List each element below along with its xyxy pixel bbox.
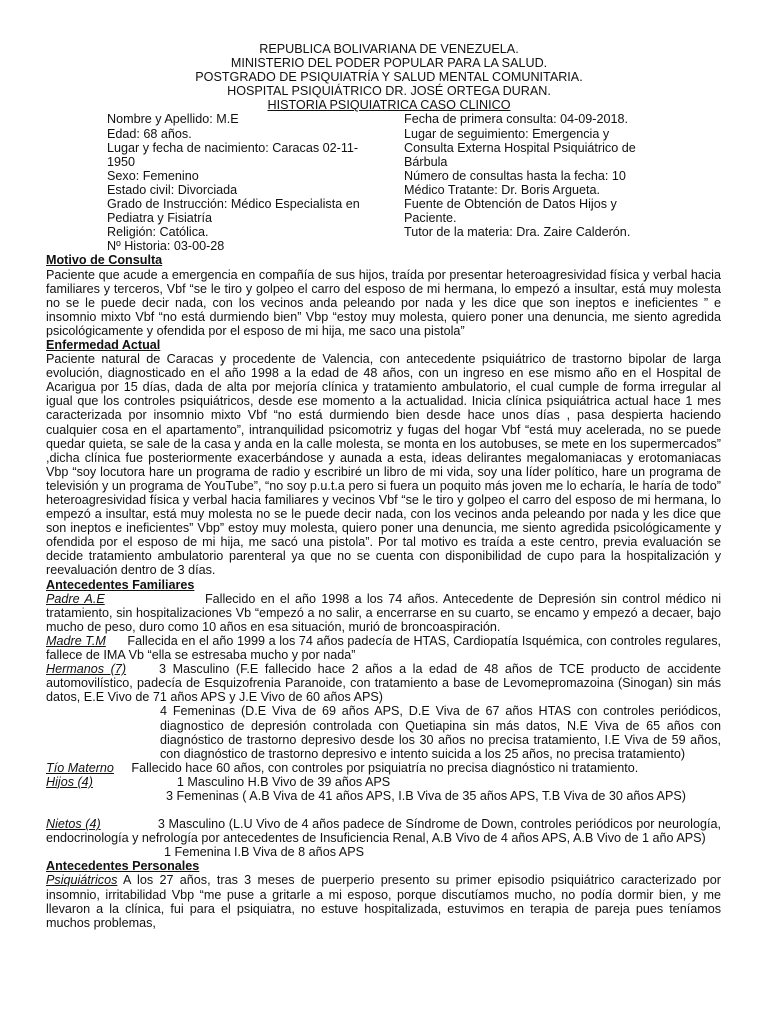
ident-field: Nº Historia: 03-00-28 xyxy=(107,239,225,254)
ident-field: Lugar y fecha de nacimiento: Caracas 02-11- xyxy=(107,140,359,155)
ident-field: Grado de Instrucción: Médico Especialista en xyxy=(107,197,360,212)
ident-field: Consulta Externa Hospital Psiquiátrico de xyxy=(404,140,636,155)
header-line: REPUBLICA BOLIVARIANA DE VENEZUELA. xyxy=(259,42,519,56)
identification-right-column xyxy=(404,112,666,253)
nietos-femenina-paragraph: 1 Femenina I.B Viva de 8 años APS xyxy=(164,845,364,860)
padre-text: Fallecido en el año 1998 a los 74 años. Antecedente de Depresión sin control médico ni tratamiento, sin hospitalizaciones Vb “empezó a no salir, a encerrarse en su cuarto, se encamo y empezó a decaer, bajo mucho de peso, duro como 10 años en esa situación, murió de broncoaspiración. xyxy=(46,591,721,634)
ident-field: 1950 xyxy=(107,154,136,169)
enfermedad-paragraph: Paciente natural de Caracas y procedente de Valencia, con antecedente psiquiátrico de trastorno bipolar de larga evolución, diagnosticado en el año 1998 a la edad de 48 años, con un ingreso en ese mismo año en el Hospital de Acarigua por 15 días, dada de alta por mejoría clínica y tratamiento ambulatorio, el cual cumple de forma irregular al igual que los controles psiquiátricos, desde ese momento a la actualidad. Inicia clínica psiquiátrica actual hace 1 mes caracterizada por insomnio mixto Vbf “no está durmiendo bien desde hace unos días , pasa despierta haciendo cualquier cosa en el apartamento”, intranquilidad psicomotriz y fugas del hogar Vbf “está muy acelerada, no se puede quedar quieta, se sale de la casa y anda en la calle molesta, se monta en los autobuses, se mete en los supermercados” ,dicha clínica fue posteriormente exacerbándose y aunada a esta, ideas delirantes megalomaniacas y erotomaniacas Vbp “soy locutora hare un programa de radio y escribiré un libro de mi vida, soy una líder político, hare un programa de televisión y un programa de YouTube”, “no soy p.u.t.a pero si fuera un poquito más joven me lo echaría, le haría de todo” heteroagresividad física y verbal hacia familiares y vecinos Vbf “se le tiro y golpeo el carro del esposo de mi hermana, lo empezó a insultar, está muy molesta no se le puede decir nada, con los vecinos anda peleando por nada y les dice que son ineptos e ineficientes” Vbp” estoy muy molesta, quiero poner una denuncia, me siento agredida psicológicamente y ofendida por el esposo de mi hija, me sacó una pistola”. Por tal motivo es traída a este centro, previa evaluación se decide tratamiento ambulatorio parenteral ya que no se cuenta con disponibilidad de cupo para la hospitalización y reevaluación dentro de 3 días. xyxy=(46,352,721,578)
section-heading-familiares: Antecedentes Familiares xyxy=(46,577,195,592)
nietos-paragraph xyxy=(46,817,721,845)
document-body xyxy=(46,253,721,929)
ident-field: Estado civil: Divorciada xyxy=(107,182,238,197)
document-title: HISTORIA PSIQUIATRICA CASO CLINICO xyxy=(267,98,511,113)
hijos-label: Hijos (4) xyxy=(46,774,93,789)
hermanos-text-masculino: 3 Masculino (F.E fallecido hace 2 años a la edad de 48 años de TCE producto de accidente automovilístico, padecía de Esquizofrenia Paranoide, con tratamiento a base de Levomepromazoina (Sinogan) sin más datos, E.E Vivo de 71 años APS y J.E Vivo de 60 años APS) xyxy=(46,662,721,705)
padre-paragraph xyxy=(46,592,721,634)
madre-paragraph xyxy=(46,634,721,662)
hijos-paragraph xyxy=(46,775,721,789)
spacer xyxy=(46,803,721,817)
tio-label: Tío Materno xyxy=(46,760,114,775)
hermanos-label: Hermanos (7) xyxy=(46,662,127,677)
section-heading-enfermedad: Enfermedad Actual xyxy=(46,337,161,352)
tio-paragraph xyxy=(46,761,721,775)
hijos-femeninas-paragraph: 3 Femeninas ( A.B Viva de 41 años APS, I.B Viva de 35 años APS, T.B Viva de 30 años APS) xyxy=(166,788,686,803)
identification-left-column xyxy=(107,112,404,253)
ident-field: Pediatra y Fisiatría xyxy=(107,211,212,226)
hermanos-femeninas-paragraph: 4 Femeninas (D.E Viva de 69 años APS, D.E Viva de 67 años HTAS con controles periódicos, diagnostico de depresión controlada con Quetiapina sin más datos, N.E Viva de 65 años con diagnóstico de trastorno depresivo desde los 30 años no precisa tratamiento, I.E Viva de 59 años, con diagnóstico de trastorno depresivo e intento suicida a los 25 años, no precisa tratamiento) xyxy=(160,704,721,761)
ident-field: Lugar de seguimiento: Emergencia y xyxy=(404,126,610,141)
ident-field: Sexo: Femenino xyxy=(107,168,199,183)
header-line: MINISTERIO DEL PODER POPULAR PARA LA SALUD. xyxy=(230,56,548,71)
ident-field: Religión: Católica. xyxy=(107,225,209,240)
motivo-paragraph: Paciente que acude a emergencia en compañía de sus hijos, traída por presentar heteroagresividad física y verbal hacia familiares y terceros, Vbf “se le tiro y golpeo el carro del esposo de mi hermana, lo empezó a insultar, está muy molesta no se le puede decir nada, con los vecinos anda peleando por nada y les dice que son ineptos e ineficientes ” e insomnio mixto Vbf “no está durmiendo bien” Vbp “estoy muy molesta, quiero poner una denuncia, me siento agredida psicológicamente y ofendida por el esposo de mi hija, me saco una pistola” xyxy=(46,267,721,338)
psiquiatricos-paragraph xyxy=(46,873,721,929)
ident-field: Tutor de la materia: Dra. Zaire Calderón. xyxy=(404,225,631,240)
ident-field: Paciente. xyxy=(404,211,457,226)
hermanos-paragraph xyxy=(46,662,721,704)
psiquiatricos-text: A los 27 años, tras 3 meses de puerperio presento su primer episodio psiquiátrico caracterizado por insomnio, irritabilidad Vbp “me puse a gritarle a mi esposo, porque discutíamos mucho, no podía dormir bien, y me llevaron a la clínica, fui para el psiquiatra, no estuve hospitalizada, estuvimos en terapia de pareja pues teníamos muchos problemas, xyxy=(46,873,721,930)
ident-field: Número de consultas hasta la fecha: 10 xyxy=(404,168,626,183)
tio-text: Fallecido hace 60 años, con controles por psiquiatría no precisa diagnóstico ni tratamiento. xyxy=(131,760,639,775)
identification-block xyxy=(107,112,667,253)
section-heading-motivo: Motivo de Consulta xyxy=(46,253,163,268)
padre-label: Padre A.E xyxy=(46,591,105,606)
ident-field: Edad: 68 años. xyxy=(107,126,192,141)
madre-label: Madre T.M xyxy=(46,633,106,648)
header-line: HOSPITAL PSIQUIÁTRICO DR. JOSÉ ORTEGA DURAN. xyxy=(227,84,551,99)
ident-field: Fuente de Obtención de Datos Hijos y xyxy=(404,197,617,212)
section-heading-personales: Antecedentes Personales xyxy=(46,859,200,874)
nietos-label: Nietos (4) xyxy=(46,817,101,832)
ident-field: Médico Tratante: Dr. Boris Argueta. xyxy=(404,182,600,197)
madre-text: Fallecida en el año 1999 a los 74 años padecía de HTAS, Cardiopatía Isquémica, con controles regulares, fallece de IMA Vb “ella se estresaba mucho y por nada” xyxy=(46,633,721,663)
header-line: POSTGRADO DE PSIQUIATRÍA Y SALUD MENTAL COMUNITARIA. xyxy=(195,70,583,85)
hijos-text-masculino: 1 Masculino H.B Vivo de 39 años APS xyxy=(176,774,391,789)
ident-field: Bárbula xyxy=(404,154,448,169)
psiquiatricos-label: Psiquiátricos xyxy=(46,873,118,888)
document-header xyxy=(0,42,768,112)
nietos-text-masculino: 3 Masculino (L.U Vivo de 4 años padece de Síndrome de Down, controles periódicos por neurología, endocrinología y nefrología por antecedentes de Insuficiencia Renal, A.B Vivo de 4 años APS, A.B Vivo de 1 año APS) xyxy=(46,817,721,846)
ident-field: Nombre y Apellido: M.E xyxy=(107,112,239,127)
ident-field: Fecha de primera consulta: 04-09-2018. xyxy=(404,112,629,127)
